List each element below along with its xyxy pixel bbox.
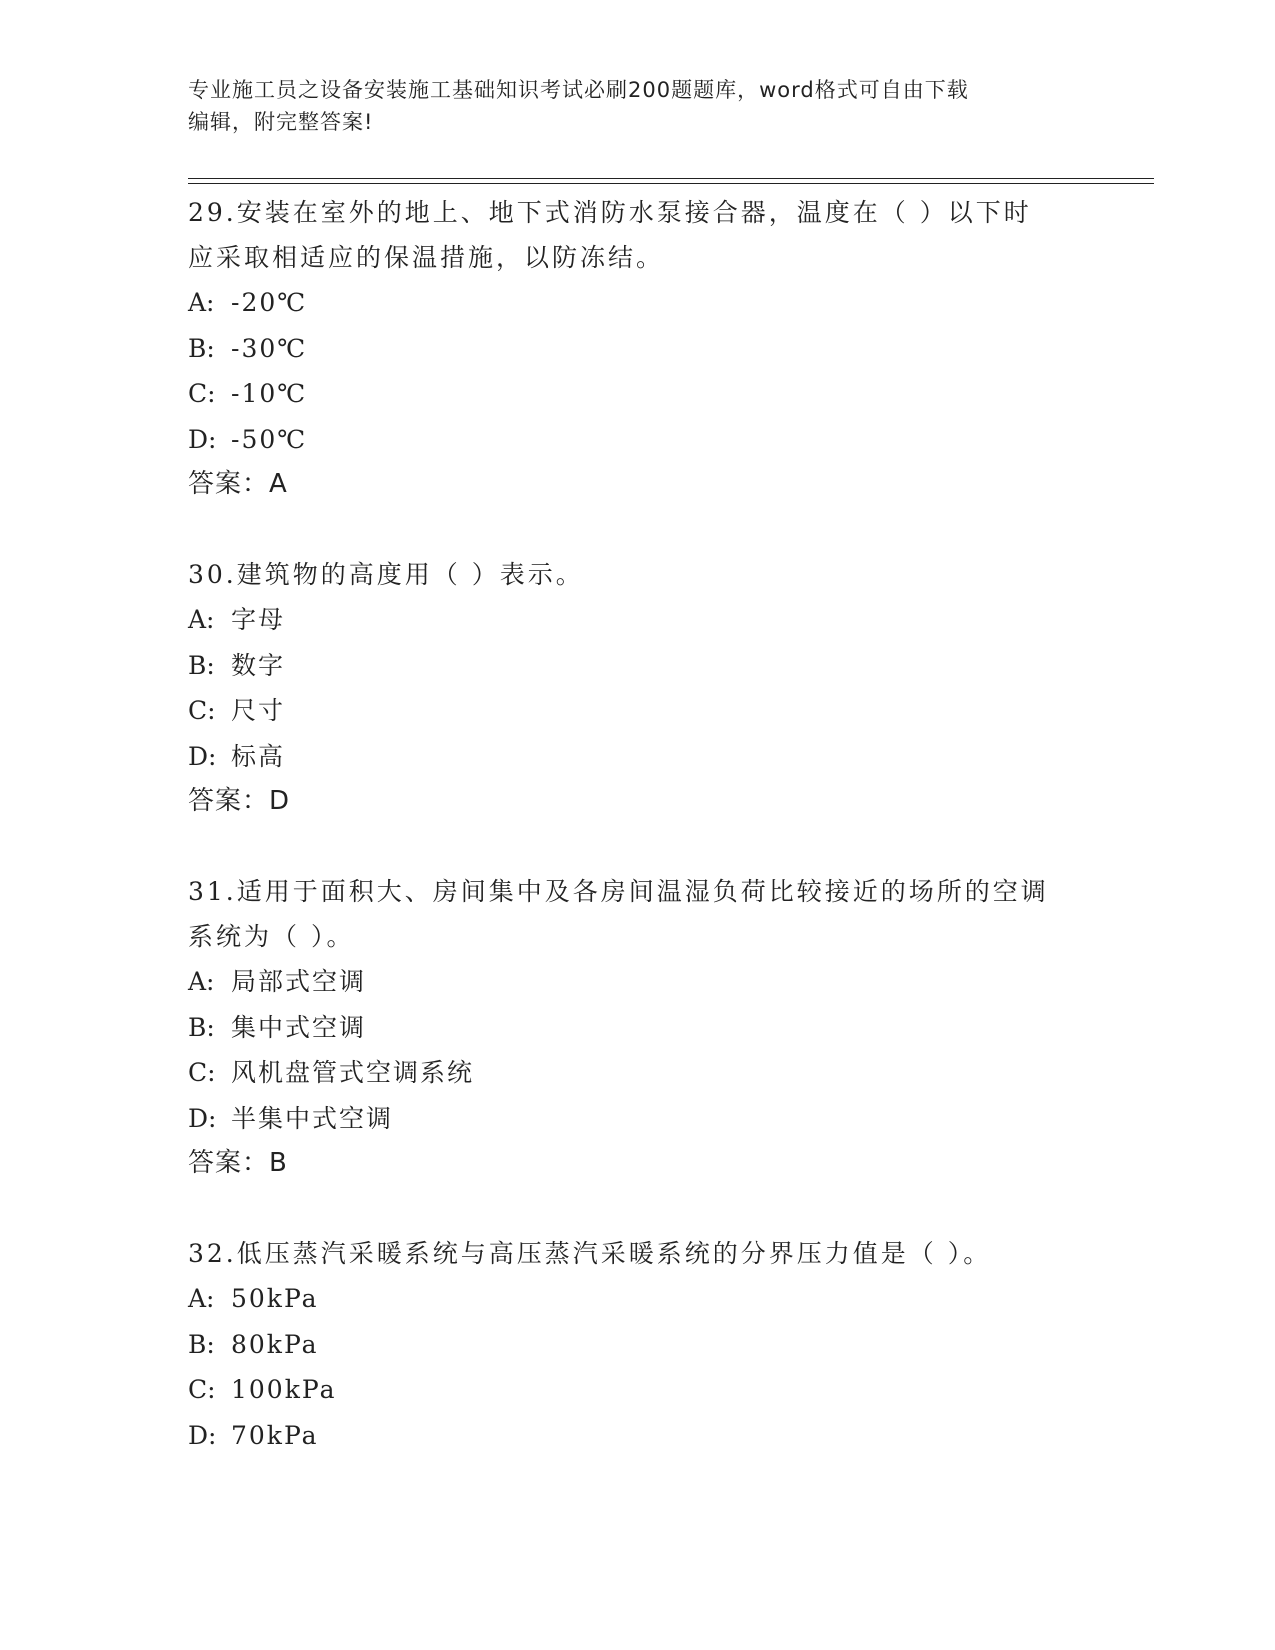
answer-line: 答案：B — [188, 1148, 288, 1178]
option-text: 标高 — [231, 741, 286, 771]
question-text-line-2: 系统为（ ）。 — [188, 922, 355, 951]
option-letter: B: — [188, 333, 215, 363]
option-text: 50kPa — [231, 1284, 319, 1313]
option-letter: C: — [188, 1375, 216, 1404]
option-letter: D: — [188, 741, 217, 771]
option-text: 数字 — [231, 650, 286, 680]
answer-line: 答案：D — [188, 786, 291, 816]
option-a — [188, 597, 1088, 643]
option-d — [188, 734, 1088, 780]
option-c — [188, 1050, 1088, 1096]
question-29 — [188, 190, 1088, 506]
option-letter: A: — [188, 967, 215, 996]
question-32 — [188, 1231, 1088, 1458]
option-letter: A: — [188, 288, 215, 317]
option-text: 集中式空调 — [231, 1012, 367, 1042]
header-rule-top — [188, 178, 1154, 179]
option-a — [188, 1276, 1088, 1322]
option-text: -10℃ — [231, 379, 308, 408]
option-letter: D: — [188, 1103, 217, 1133]
option-text: 100kPa — [231, 1375, 337, 1404]
option-text: 风机盘管式空调系统 — [231, 1058, 475, 1087]
header-line-2: 编辑，附完整答案! — [188, 110, 374, 134]
question-text-line-1: 29.安装在室外的地上、地下式消防水泵接合器，温度在（ ）以下时 — [188, 198, 1032, 227]
option-d — [188, 417, 1088, 463]
option-letter: B: — [188, 1329, 215, 1359]
option-b — [188, 1005, 1088, 1051]
option-c — [188, 371, 1088, 417]
header-rule-bottom — [188, 183, 1154, 184]
option-text: 半集中式空调 — [231, 1103, 394, 1133]
option-text: 字母 — [231, 605, 286, 634]
option-letter: C: — [188, 379, 216, 408]
answer-line: 答案：A — [188, 469, 288, 499]
option-d — [188, 1413, 1088, 1459]
option-letter: A: — [188, 605, 215, 634]
question-text-line-1: 30.建筑物的高度用（ ）表示。 — [188, 560, 584, 589]
option-letter: D: — [188, 424, 217, 454]
option-letter: C: — [188, 1058, 216, 1087]
option-text: 70kPa — [231, 1420, 319, 1450]
option-text: -50℃ — [231, 424, 308, 454]
question-list — [188, 190, 1088, 1504]
option-letter: B: — [188, 1012, 215, 1042]
option-a — [188, 959, 1088, 1005]
option-b — [188, 1322, 1088, 1368]
option-text: 80kPa — [231, 1329, 319, 1359]
option-text: -20℃ — [231, 288, 308, 317]
option-b — [188, 326, 1088, 372]
question-text-line-1: 32.低压蒸汽采暖系统与高压蒸汽采暖系统的分界压力值是（ ）。 — [188, 1239, 992, 1268]
question-31 — [188, 869, 1088, 1185]
question-30 — [188, 552, 1088, 823]
option-letter: C: — [188, 696, 216, 725]
option-text: 局部式空调 — [231, 967, 367, 996]
option-c — [188, 1367, 1088, 1413]
option-letter: D: — [188, 1420, 217, 1450]
question-text-line-2: 应采取相适应的保温措施，以防冻结。 — [188, 243, 665, 272]
option-letter: A: — [188, 1284, 215, 1313]
document-header — [188, 74, 1088, 138]
option-text: -30℃ — [231, 333, 308, 363]
header-line-1: 专业施工员之设备安装施工基础知识考试必刷200题题库，word格式可自由下载 — [188, 78, 969, 102]
option-c — [188, 688, 1088, 734]
option-b — [188, 643, 1088, 689]
option-letter: B: — [188, 650, 215, 680]
question-text-line-1: 31.适用于面积大、房间集中及各房间温湿负荷比较接近的场所的空调 — [188, 877, 1049, 906]
option-a — [188, 280, 1088, 326]
option-text: 尺寸 — [231, 696, 286, 725]
option-d — [188, 1096, 1088, 1142]
